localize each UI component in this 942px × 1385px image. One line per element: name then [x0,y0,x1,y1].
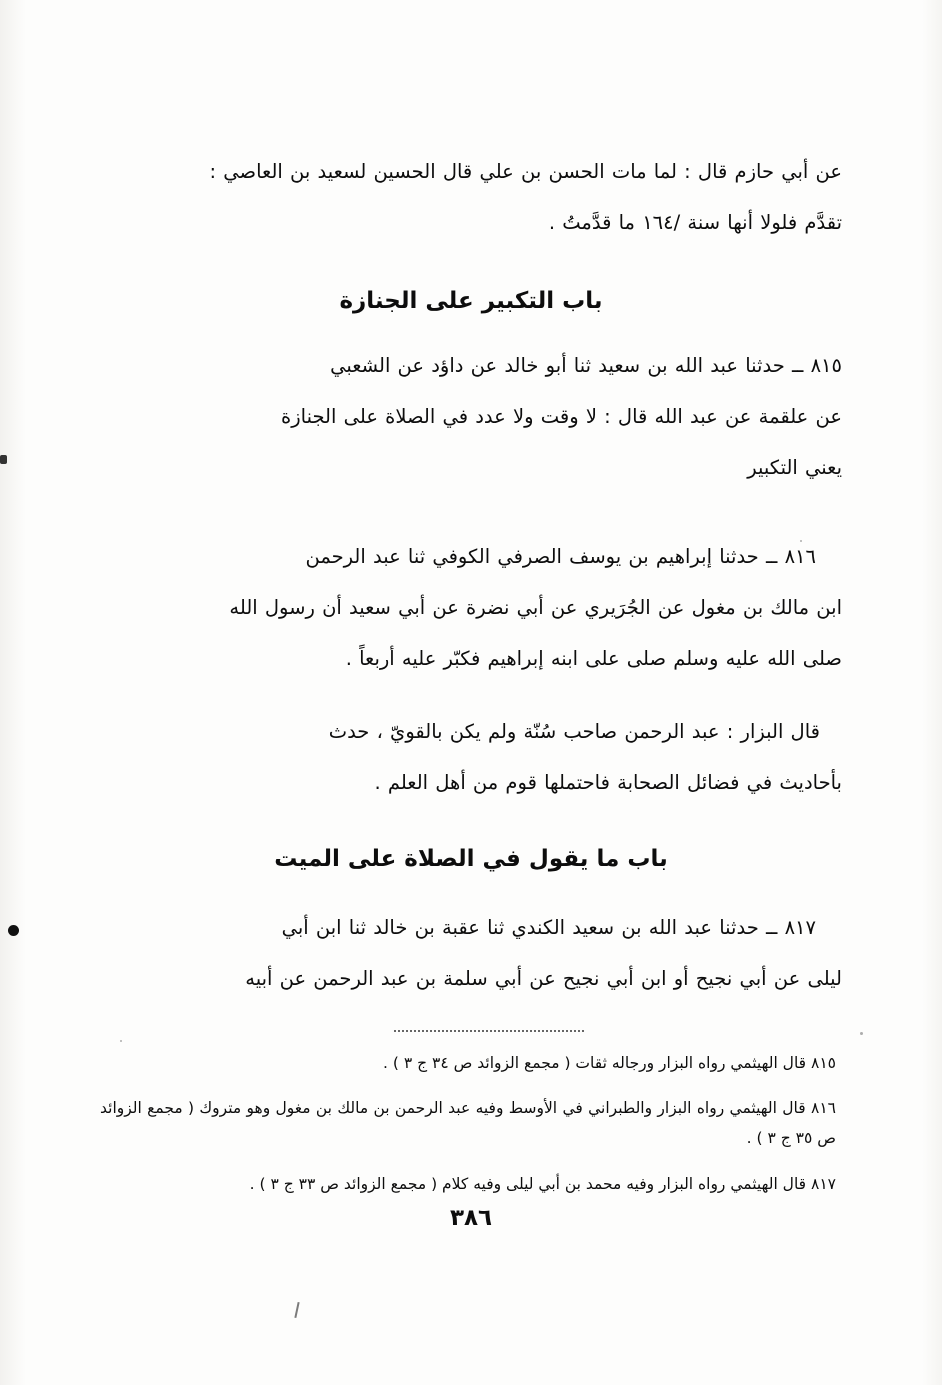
chapter-heading-salat-mayyit: باب ما يقول في الصلاة على الميت [274,846,668,872]
chapter-heading-takbir: باب التكبير على الجنازة [339,288,603,314]
footnote-817: ٨١٧ قال الهيثمي رواه البزار وفيه محمد بن أبي ليلى وفيه كلام ( مجمع الزوائد ص ٣٣ ج ٣ ) . [249,1174,836,1193]
hadith-817-line-1: ٨١٧ ــ حدثنا عبد الله بن سعيد الكندي ثنا عقبة بن خالد ثنا ابن أبي [281,916,816,939]
hadith-816-commentary [100,710,842,804]
hadith-817 [100,906,842,1000]
hadith-815-line-1: ٨١٥ ــ حدثنا عبد الله بن سعيد ثنا أبو خالد عن داؤد عن الشعبي [330,354,842,377]
hadith-816-line-3: صلى الله عليه وسلم صلى على ابنه إبراهيم فكبّر عليه أربعاً . [345,647,842,670]
hadith-816 [100,535,842,680]
footnote-816: ٨١٦ قال الهيثمي رواه البزار والطبراني في الأوسط وفيه عبد الرحمن بن مالك بن مغول وهو متروك ( مجمع الزوائد ص ٣٥ ج ٣ ) . [100,1099,836,1147]
margin-ink-mark [8,925,19,936]
hadith-816-line-2: ابن مالك بن مغول عن الجُرَيري عن أبي نضرة عن أبي سعيد أن رسول الله [229,596,842,619]
margin-pen-stroke [294,1302,299,1318]
hadith-815 [100,344,842,489]
opening-passage [100,150,842,244]
footnote-815: ٨١٥ قال الهيثمي رواه البزار ورجاله ثقات ( مجمع الزوائد ص ٣٤ ج ٣ ) . [382,1053,836,1072]
hadith-815-line-2: عن علقمة عن عبد الله قال : لا وقت ولا عدد في الصلاة على الجنازة [281,405,842,428]
hadith-815-line-3: يعني التكبير [747,456,842,479]
footnotes-section [100,1048,842,1199]
opening-line-1: عن أبي حازم قال : لما مات الحسن بن علي قال الحسين لسعيد بن العاصي : [209,160,842,183]
hadith-816-line-1: ٨١٦ ــ حدثنا إبراهيم بن يوسف الصرفي الكوفي ثنا عبد الرحمن [305,545,816,568]
page-number: ٣٨٦ [449,1205,493,1231]
opening-line-2: تقدَّم فلولا أنها سنة /١٦٤ ما قدَّمتُ . [548,211,842,234]
commentary-line-1: قال البزار : عبد الرحمن صاحب سُنّة ولم يكن بالقويّ ، حدث [328,720,820,743]
page-edge-shadow-left [0,0,26,1385]
footnote-separator [394,1030,584,1032]
commentary-line-2: بأحاديث في فضائل الصحابة فاحتملها قوم من أهل العلم . [374,771,842,794]
page-edge-shadow-right [922,0,942,1385]
scan-speck [860,1032,863,1035]
page-body [100,150,842,1201]
hadith-817-line-2: ليلى عن أبي نجيح أو ابن أبي نجيح عن أبي سلمة بن عبد الرحمن عن أبيه [245,967,842,990]
margin-ink-mark-small [0,455,7,464]
